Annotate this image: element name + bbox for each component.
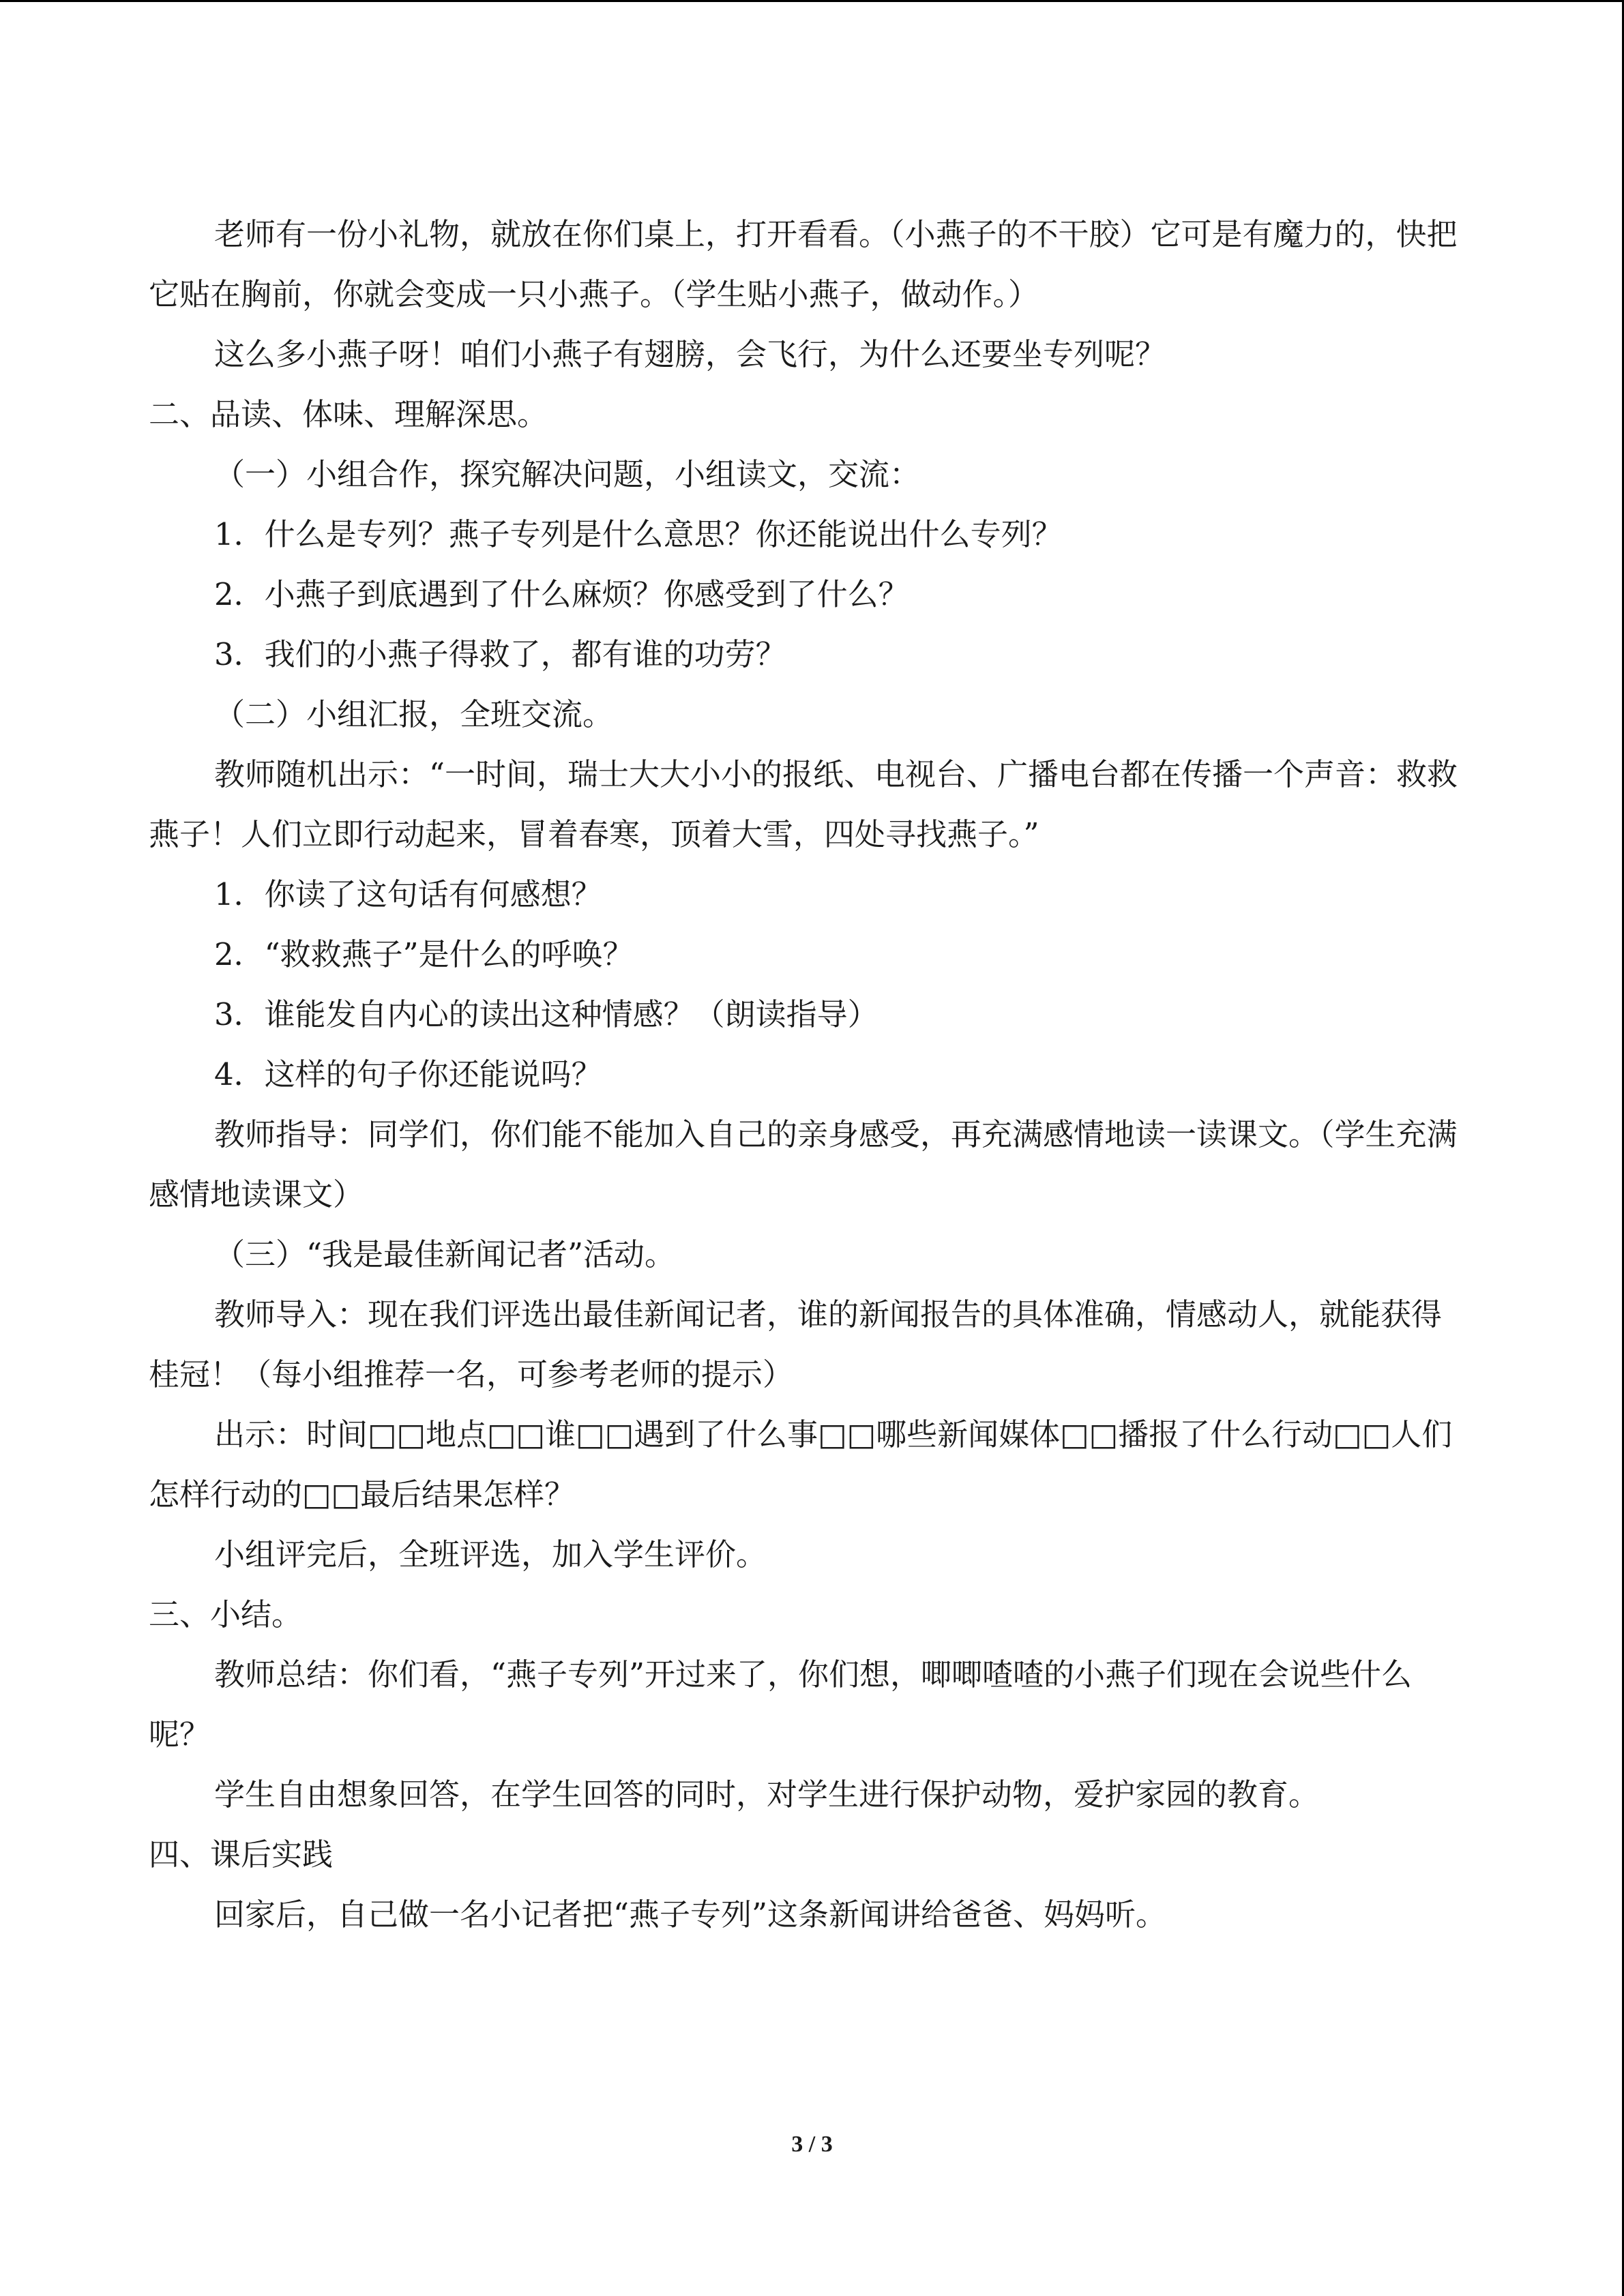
paragraph: 小组评完后，全班评选，加入学生评价。: [214, 1536, 767, 1572]
paragraph: 2．小燕子到底遇到了什么麻烦？你感受到了什么？: [214, 576, 909, 612]
paragraph: 3．我们的小燕子得救了，都有谁的功劳？: [214, 636, 786, 672]
document-body: [149, 205, 1465, 1945]
section-heading: 二、品读、体味、理解深思。: [149, 396, 548, 432]
paragraph: （三）“我是最佳新闻记者”活动。: [214, 1236, 676, 1272]
paragraph: 这么多小燕子呀！咱们小燕子有翅膀，会飞行，为什么还要坐专列呢？: [214, 336, 1166, 372]
paragraph: 4．这样的句子你还能说吗？: [214, 1056, 602, 1092]
paragraph: 3．谁能发自内心的读出这种情感？（朗读指导）: [214, 996, 879, 1032]
paragraph: 教师指导：同学们，你们能不能加入自己的亲身感受，再充满感情地读一读课文。（学生充满感情地读课文）: [149, 1116, 1458, 1212]
paragraph: 学生自由想象回答，在学生回答的同时，对学生进行保护动物，爱护家园的教育。: [214, 1776, 1320, 1813]
paragraph: 教师导入：现在我们评选出最佳新闻记者，谁的新闻报告的具体准确，情感动人，就能获得桂冠！（每小组推荐一名，可参考老师的提示）: [149, 1296, 1443, 1392]
section-heading: 四、课后实践: [149, 1836, 334, 1873]
paragraph: 2．“救救燕子”是什么的呼唤？: [214, 936, 634, 972]
paragraph: 回家后，自己做一名小记者把“燕子专列”这条新闻讲给爸爸、妈妈听。: [214, 1896, 1167, 1933]
page-number: 3 / 3: [791, 2132, 833, 2157]
paragraph: （一）小组合作，探究解决问题，小组读文，交流：: [214, 456, 921, 492]
paragraph: 出示：时间□□地点□□谁□□遇到了什么事□□哪些新闻媒体□□播报了什么行动□□人们怎样行动的□□最后结果怎样？: [149, 1416, 1453, 1512]
paragraph: 教师总结：你们看，“燕子专列”开过来了，你们想，唧唧喳喳的小燕子们现在会说些什么呢？: [149, 1656, 1413, 1753]
section-heading: 三、小结。: [149, 1596, 303, 1632]
page-border-top: [0, 0, 1624, 2]
paragraph: 老师有一份小礼物，就放在你们桌上，打开看看。（小燕子的不干胶）它可是有魔力的，快把它贴在胸前，你就会变成一只小燕子。（学生贴小燕子，做动作。）: [149, 216, 1458, 312]
paragraph: 1．什么是专列？燕子专列是什么意思？你还能说出什么专列？: [214, 516, 1063, 552]
paragraph: （二）小组汇报，全班交流。: [214, 696, 614, 732]
paragraph: 教师随机出示：“一时间，瑞士大大小小的报纸、电视台、广播电台都在传播一个声音：救救燕子！人们立即行动起来，冒着春寒，顶着大雪，四处寻找燕子。”: [149, 756, 1458, 852]
paragraph: 1．你读了这句话有何感想？: [214, 876, 602, 912]
